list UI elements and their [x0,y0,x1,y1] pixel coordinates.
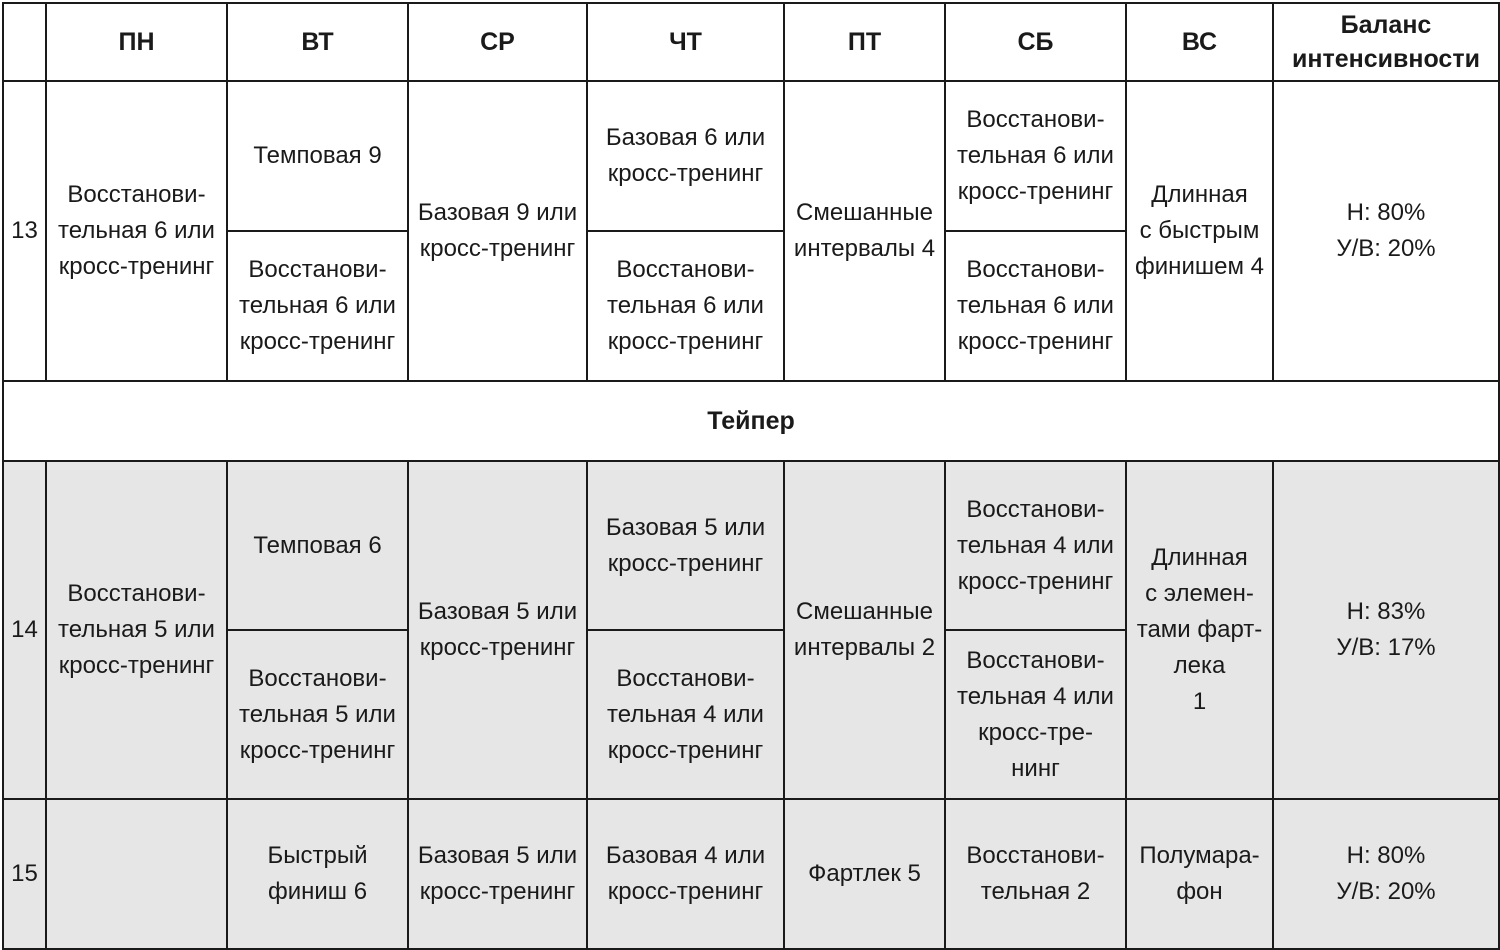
week-14-wed: Базовая 5 или кросс-тренинг [408,461,587,799]
week-13-mon: Восстанови- тельная 6 или кросс-тренинг [46,81,227,381]
week-15-tue: Быстрый финиш 6 [227,799,408,949]
week-13-fri: Смешанные интервалы 4 [784,81,945,381]
header-row [3,3,1499,81]
week-13-sat-a: Восстанови- тельная 6 или кросс-тренинг [945,81,1126,231]
section-row [3,381,1499,461]
week-15-balance: Н: 80% У/В: 20% [1273,799,1499,949]
header-day-fri: ПТ [784,3,945,81]
week-14-number: 14 [3,461,46,799]
week-13-row-top [3,81,1499,231]
week-14-thu-a: Базовая 5 или кросс-тренинг [587,461,784,630]
week-13-tue-b: Восстанови- тельная 6 или кросс-тренинг [227,231,408,381]
week-15-thu: Базовая 4 или кросс-тренинг [587,799,784,949]
week-15-row [3,799,1499,949]
week-14-mon: Восстанови- тельная 5 или кросс-тренинг [46,461,227,799]
week-13-thu-b: Восстанови- тельная 6 или кросс-тренинг [587,231,784,381]
week-13-balance: Н: 80% У/В: 20% [1273,81,1499,381]
week-13-wed: Базовая 9 или кросс-тренинг [408,81,587,381]
section-title: Тейпер [3,381,1499,461]
week-13-number: 13 [3,81,46,381]
header-day-sun: ВС [1126,3,1273,81]
week-14-tue-a: Темповая 6 [227,461,408,630]
week-13-tue-a: Темповая 9 [227,81,408,231]
week-14-sat-a: Восстанови- тельная 4 или кросс-тренинг [945,461,1126,630]
week-14-balance: Н: 83% У/В: 17% [1273,461,1499,799]
week-15-sat: Восстанови- тельная 2 [945,799,1126,949]
week-14-row-top [3,461,1499,630]
header-week [3,3,46,81]
week-15-number: 15 [3,799,46,949]
week-13-sun: Длинная с быстрым финишем 4 [1126,81,1273,381]
week-13-thu-a: Базовая 6 или кросс-тренинг [587,81,784,231]
week-14-sun: Длинная с элемен- тами фарт- лека 1 [1126,461,1273,799]
header-day-wed: СР [408,3,587,81]
header-balance: Баланс интенсивности [1273,3,1499,81]
week-14-sat-b: Восстанови- тельная 4 или кросс-тре- нинг [945,630,1126,799]
week-14-tue-b: Восстанови- тельная 5 или кросс-тренинг [227,630,408,799]
header-day-mon: ПН [46,3,227,81]
training-plan-table [2,2,1500,950]
week-15-wed: Базовая 5 или кросс-тренинг [408,799,587,949]
header-day-tue: ВТ [227,3,408,81]
week-14-fri: Смешанные интервалы 2 [784,461,945,799]
header-day-sat: СБ [945,3,1126,81]
header-day-thu: ЧТ [587,3,784,81]
week-15-fri: Фартлек 5 [784,799,945,949]
week-15-sun: Полумара- фон [1126,799,1273,949]
week-14-thu-b: Восстанови- тельная 4 или кросс-тренинг [587,630,784,799]
week-13-sat-b: Восстанови- тельная 6 или кросс-тренинг [945,231,1126,381]
week-15-mon [46,799,227,949]
